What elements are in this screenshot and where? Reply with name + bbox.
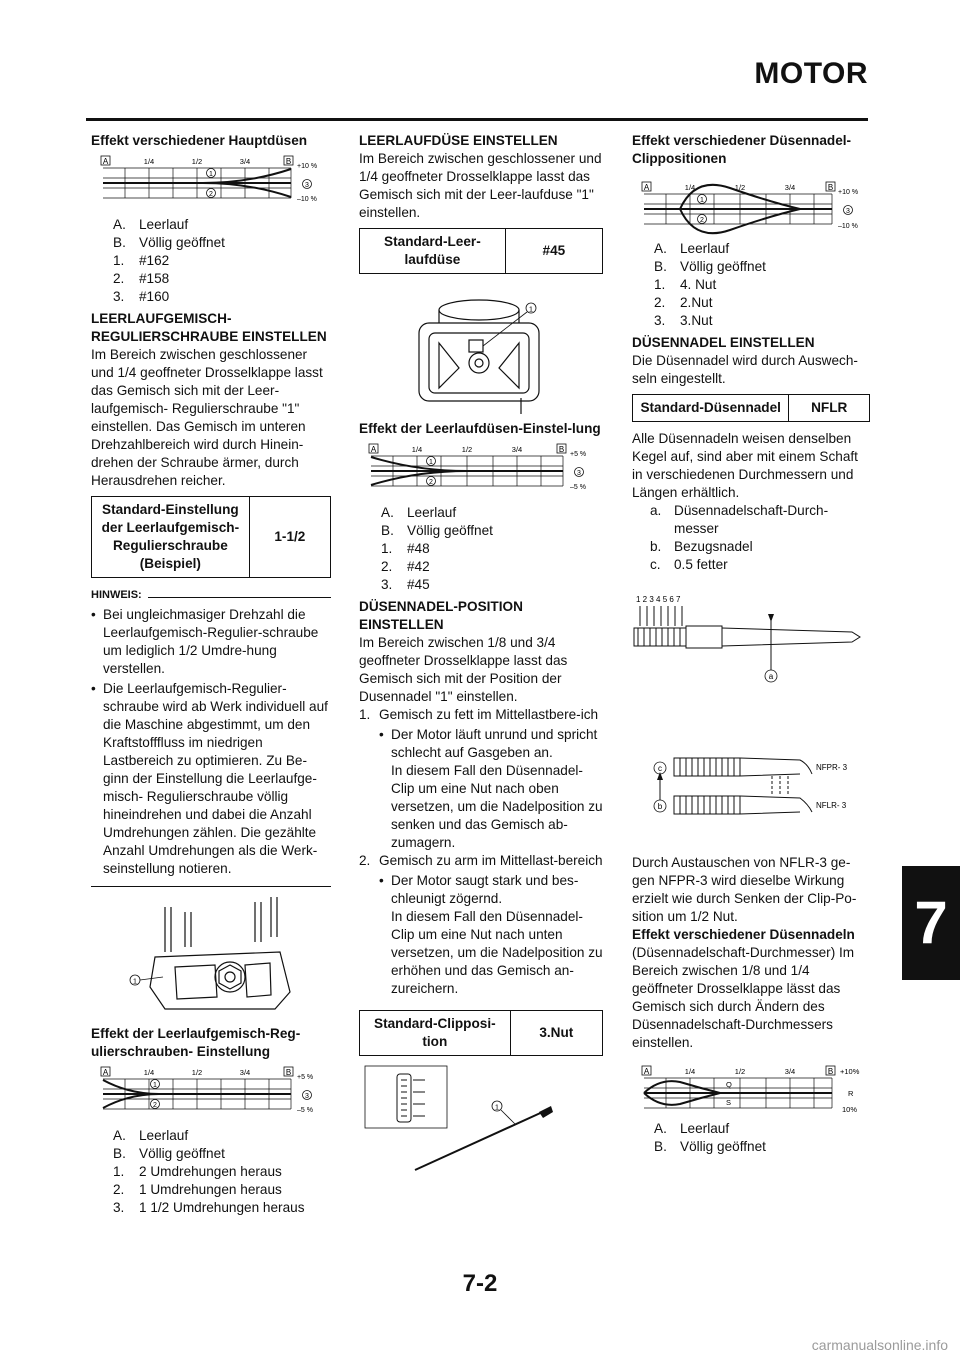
svg-text:1: 1 xyxy=(132,976,138,986)
svg-text:Q: Q xyxy=(726,1080,732,1089)
svg-text:1/2: 1/2 xyxy=(734,183,746,192)
svg-text:1: 1 xyxy=(153,1082,157,1089)
svg-text:NFPR- 3: NFPR- 3 xyxy=(816,763,848,772)
screw-effect-legend xyxy=(113,1127,331,1217)
pilot-screw-heading: LEERLAUFGEMISCH-REGULIERSCHRAUBE EINSTELLEN xyxy=(91,311,327,344)
svg-text:A: A xyxy=(643,1067,650,1076)
needle-clip-figure xyxy=(363,1064,593,1176)
svg-text:3/4: 3/4 xyxy=(511,445,523,454)
legend-item: c. 0.5 fetter xyxy=(650,557,728,572)
svg-text:3/4: 3/4 xyxy=(784,1067,796,1076)
needle-effect-heading: Effekt verschiedener Düsennadeln xyxy=(632,927,855,942)
svg-text:1/4: 1/4 xyxy=(684,1067,696,1076)
chapter-tab: 7 xyxy=(902,866,960,980)
column-2 xyxy=(359,132,603,1176)
svg-text:+10 %: +10 % xyxy=(838,189,859,196)
legend-item: 3. 1 1/2 Umdrehungen heraus xyxy=(113,1200,305,1215)
needle-pos-text: Im Bereich zwischen 1/8 und 3/4 geoffneter Drosselklappe lasst das Gemisch sich mit der Position der Dusennadel "1" einstellen. xyxy=(359,635,568,704)
legend-item: 1. 2 Umdrehungen heraus xyxy=(113,1164,282,1179)
needle-heading: DÜSENNADEL EINSTELLEN xyxy=(632,335,815,350)
needle-text-2: Alle Düsennadeln weisen denselben Kegel auf, sind aber mit einem Schaft in verschiedenen Durchmessern und Längen erhältlich. xyxy=(632,431,858,500)
svg-text:a: a xyxy=(768,672,774,681)
svg-text:b: b xyxy=(657,802,663,811)
step-2: 2. Gemisch zu arm im Mittellast-bereich xyxy=(359,853,603,868)
legend-item: b. Bezugsnadel xyxy=(650,539,753,554)
svg-text:A: A xyxy=(102,1068,109,1077)
svg-text:3: 3 xyxy=(305,182,309,189)
spec-value: 3.Nut xyxy=(510,1011,602,1056)
note-end-rule xyxy=(91,886,331,887)
svg-text:–5 %: –5 % xyxy=(570,484,586,491)
clip-effect-heading: Effekt verschiedener Düsennadel-Clippositionen xyxy=(632,133,852,166)
svg-text:2: 2 xyxy=(153,1102,157,1109)
svg-text:1: 1 xyxy=(528,304,534,314)
legend-item: 2. #158 xyxy=(113,271,170,286)
svg-text:3: 3 xyxy=(846,208,850,215)
legend-item: A. Leerlauf xyxy=(654,1121,730,1136)
svg-text:1/4: 1/4 xyxy=(411,445,423,454)
spec-value: NFLR xyxy=(789,395,870,422)
svg-text:2: 2 xyxy=(700,217,704,224)
svg-text:–10 %: –10 % xyxy=(297,196,317,203)
svg-text:B: B xyxy=(827,183,834,192)
svg-text:B: B xyxy=(285,157,292,166)
needle-legend xyxy=(650,502,870,574)
pilot-effect-chart xyxy=(367,442,593,500)
legend-item: B. Völlig geöffnet xyxy=(654,259,766,274)
clip-spec-table xyxy=(359,1010,603,1056)
needle-spec-table xyxy=(632,394,870,422)
needle-effect-legend xyxy=(654,1120,870,1156)
svg-text:1: 1 xyxy=(700,197,704,204)
spec-label: Standard-Clipposi-tion xyxy=(360,1011,511,1056)
screw-effect-heading: Effekt der Leerlaufgemisch-Reg-ulierschrauben- Einstellung xyxy=(91,1026,301,1059)
step-2-text: In diesem Fall den Düsennadel-Clip um eine Nut nach unten versetzen, um die Nadelposition zu erhöhen und das Gemisch an-zureichern. xyxy=(391,909,603,996)
svg-text:S: S xyxy=(726,1098,732,1107)
page-title: MOTOR xyxy=(754,57,868,90)
svg-text:1: 1 xyxy=(209,171,213,178)
svg-text:–10 %: –10 % xyxy=(838,223,858,230)
spec-value: 1-1/2 xyxy=(249,497,330,578)
legend-item: 2. #42 xyxy=(381,559,430,574)
svg-text:1/2: 1/2 xyxy=(461,445,473,454)
legend-item: 1. #48 xyxy=(381,541,430,556)
screw-effect-chart xyxy=(99,1065,319,1123)
legend-item: 3. #160 xyxy=(113,289,170,304)
svg-text:B: B xyxy=(285,1068,292,1077)
note-heading: HINWEIS: xyxy=(91,586,331,604)
legend-item: A. Leerlauf xyxy=(654,241,730,256)
svg-text:B: B xyxy=(827,1067,834,1076)
page-number: 7-2 xyxy=(462,1270,498,1297)
pilot-screw-spec-table xyxy=(91,496,331,578)
svg-text:1/4: 1/4 xyxy=(143,1068,155,1077)
svg-text:+10 %: +10 % xyxy=(297,163,318,170)
svg-text:A: A xyxy=(102,157,109,166)
clip-effect-legend xyxy=(654,240,870,330)
svg-text:1/2: 1/2 xyxy=(191,157,203,166)
note-bullet: • Die Leerlaufgemisch-Regulier-schraube wird ab Werk individuell auf die Maschine abgestimmt, um den Kraftstofffluss im niedrigen Lastbereich zu optimieren. Zu Be-ginn der Einstellung die Leerlaufge-misch- Regulierschraube völlig hineindrehen und dabei die Anzahl Umdrehungen zählen. Die gezählte Anzahl Umdrehungen als die Werk-seinstellung notieren. xyxy=(91,681,328,876)
svg-text:1/2: 1/2 xyxy=(734,1067,746,1076)
main-jet-legend xyxy=(113,216,331,306)
legend-item: 2. 2.Nut xyxy=(654,295,713,310)
pilot-jet-heading: LEERLAUFDÜSE EINSTELLEN xyxy=(359,133,558,148)
legend-item: a. Düsennadelschaft-Durch-messer xyxy=(650,503,829,536)
needle-effect-text: (Düsennadelschaft-Durchmesser) Im Bereich zwischen 1/8 und 1/4 geöffneter Drosselklappe lässt das Gemisch sich durch Ändern des Düsennadelschaft-Durchmessers einstellen. xyxy=(632,945,855,1050)
pilot-jet-figure xyxy=(359,288,589,414)
header-rule xyxy=(86,118,868,121)
legend-item: B. Völlig geöffnet xyxy=(381,523,493,538)
needle-pos-heading: DÜSENNADEL-POSITION EINSTELLEN xyxy=(359,599,523,632)
svg-text:+5 %: +5 % xyxy=(570,451,587,458)
step-2-bullet: • Der Motor saugt stark und bes-chleunigt zögernd. xyxy=(379,873,579,906)
watermark: carmanualsonline.info xyxy=(811,1337,948,1353)
legend-item: 1. 4. Nut xyxy=(654,277,717,292)
svg-text:3: 3 xyxy=(305,1093,309,1100)
spec-label: Standard-Einstellung der Leerlaufgemisch-Regulierschraube (Beispiel) xyxy=(92,497,250,578)
svg-text:A: A xyxy=(370,445,377,454)
svg-text:B: B xyxy=(558,445,565,454)
svg-text:3/4: 3/4 xyxy=(239,157,251,166)
svg-text:3: 3 xyxy=(577,470,581,477)
svg-text:+10%: +10% xyxy=(840,1067,860,1076)
legend-item: A. Leerlauf xyxy=(113,217,189,232)
svg-text:1/4: 1/4 xyxy=(143,157,155,166)
svg-text:3/4: 3/4 xyxy=(784,183,796,192)
legend-item: 3. #45 xyxy=(381,577,430,592)
needle-text: Die Düsennadel wird durch Auswech-seln eingestellt. xyxy=(632,353,858,386)
svg-text:+5 %: +5 % xyxy=(297,1074,314,1081)
clip-effect-chart xyxy=(640,172,864,236)
legend-item: B. Völlig geöffnet xyxy=(113,235,225,250)
step-1-bullet: • Der Motor läuft unrund und spricht schlecht auf Gasgeben an. xyxy=(379,727,598,760)
legend-item: B. Völlig geöffnet xyxy=(113,1146,225,1161)
svg-text:A: A xyxy=(643,183,650,192)
svg-text:NFLR- 3: NFLR- 3 xyxy=(816,801,847,810)
svg-text:R: R xyxy=(848,1089,854,1098)
svg-text:1/4: 1/4 xyxy=(684,183,696,192)
legend-item: A. Leerlauf xyxy=(381,505,457,520)
legend-item: 1. #162 xyxy=(113,253,170,268)
legend-item: 2. 1 Umdrehungen heraus xyxy=(113,1182,282,1197)
pilot-jet-text: Im Bereich zwischen geschlossener und 1/4 geoffneter Drosselklappe lasst das Gemisch sich mit der Leer-laufduse "1" einstellen. xyxy=(359,151,602,220)
pilot-effect-legend xyxy=(381,504,603,594)
svg-text:1: 1 xyxy=(429,459,433,466)
pilot-screw-figure xyxy=(105,897,325,1017)
step-1-text: In diesem Fall den Düsennadel-Clip um eine Nut nach oben versetzen, um die Nadelposition zu senken und das Gemisch ab-zumagern. xyxy=(391,763,603,850)
spec-label: Standard-Leer-laufdüse xyxy=(360,229,506,274)
note-bullet: • Bei ungleichmasiger Drehzahl die Leerlaufgemisch-Regulier-schraube um lediglich 1/2 Umdre-hung verstellen. xyxy=(91,607,319,676)
pilot-screw-text: Im Bereich zwischen geschlossener und 1/4 geoffneter Drosselklappe lasst das Gemisch sich mit der Leer-laufgemisch- Regulierschraube "1" einstellen. Das Gemisch im unteren Drehzahlbereich wird durch Hinein-drehen der Schraube ärmer, durch Herausdrehen reicher. xyxy=(91,347,323,488)
svg-text:1/2: 1/2 xyxy=(191,1068,203,1077)
pilot-jet-spec-table xyxy=(359,228,603,274)
main-jet-chart xyxy=(99,154,319,212)
needle-effect-chart xyxy=(640,1056,872,1116)
svg-text:2: 2 xyxy=(429,479,433,486)
column-1 xyxy=(91,132,331,1217)
legend-item: A. Leerlauf xyxy=(113,1128,189,1143)
pilot-effect-heading: Effekt der Leerlaufdüsen-Einstel-lung xyxy=(359,421,601,436)
svg-text:c: c xyxy=(658,764,662,773)
svg-text:2: 2 xyxy=(209,191,213,198)
svg-text:–5 %: –5 % xyxy=(297,1107,313,1114)
needle-text-3: Durch Austauschen von NFLR-3 ge-gen NFPR-3 wird dieselbe Wirkung erzielt wie durch Senken der Clip-Po-sition um 1/2 Nut. xyxy=(632,855,857,924)
column-3 xyxy=(632,132,870,1156)
legend-item: B. Völlig geöffnet xyxy=(654,1139,766,1154)
main-jet-heading: Effekt verschiedener Hauptdüsen xyxy=(91,133,308,148)
needle-figure xyxy=(632,592,870,844)
svg-text:10%: 10% xyxy=(842,1105,858,1114)
step-1: 1. Gemisch zu fett im Mittellastbere-ich xyxy=(359,707,599,722)
svg-text:1: 1 xyxy=(494,1102,500,1112)
spec-value: #45 xyxy=(505,229,602,274)
spec-label: Standard-Düsennadel xyxy=(633,395,789,422)
legend-item: 3. 3.Nut xyxy=(654,313,713,328)
svg-text:1 2 3 4 5 6 7: 1 2 3 4 5 6 7 xyxy=(636,595,681,604)
svg-text:3/4: 3/4 xyxy=(239,1068,251,1077)
